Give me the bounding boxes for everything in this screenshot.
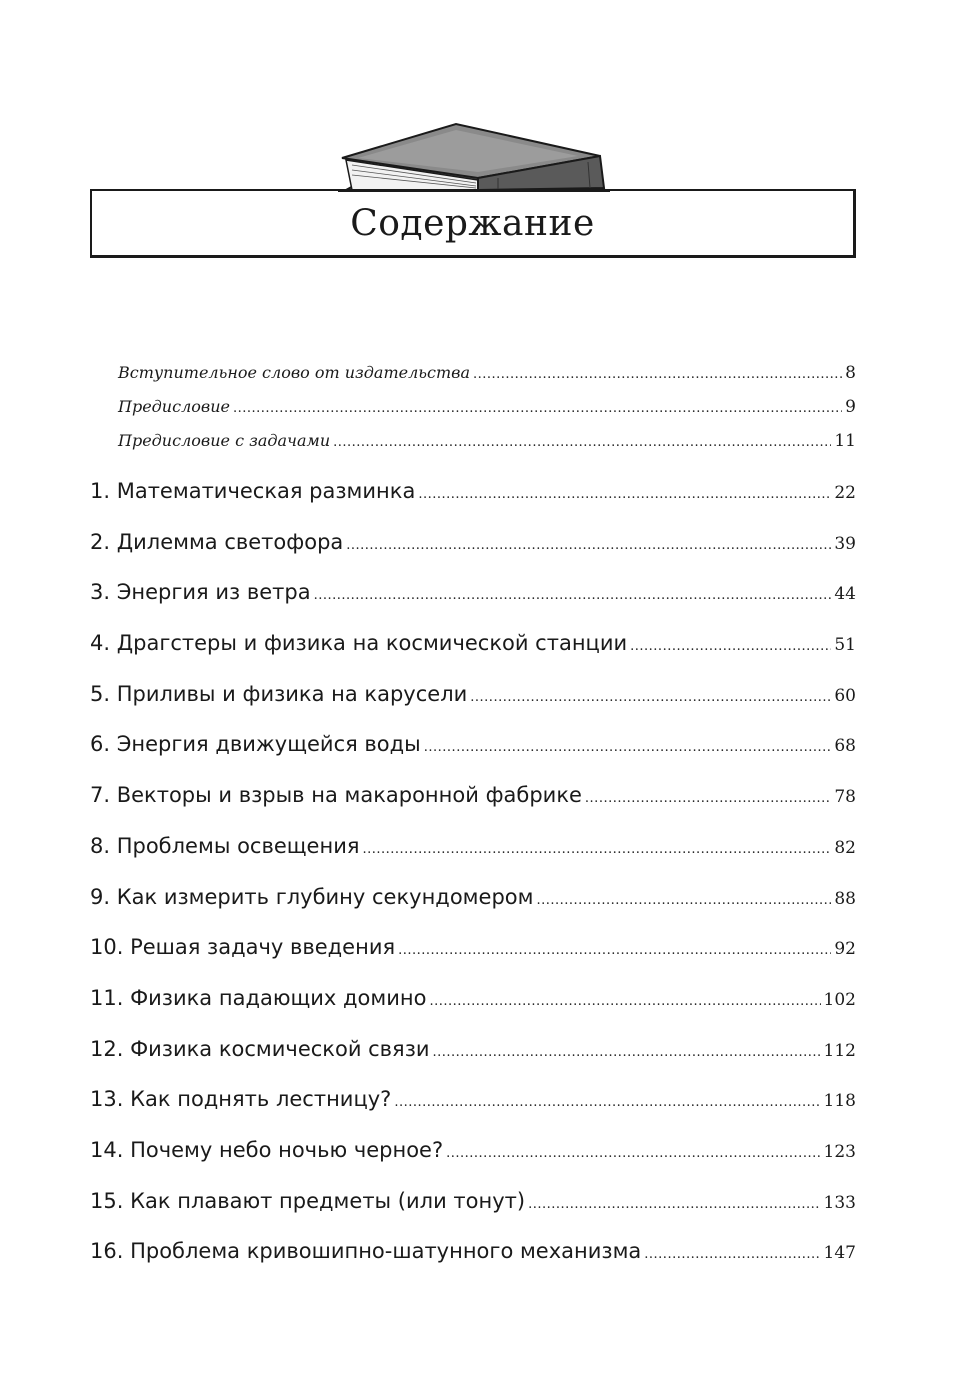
toc-chapter-page: 82: [834, 837, 856, 858]
dot-leader: [314, 567, 832, 622]
toc-chapter[interactable]: [90, 1074, 856, 1125]
toc-chapter[interactable]: [90, 922, 856, 973]
toc-entry[interactable]: [90, 356, 856, 390]
dot-leader: [233, 390, 842, 426]
toc-entry[interactable]: [90, 424, 856, 458]
toc-chapter[interactable]: [90, 1176, 856, 1227]
toc-entry-page: 11: [834, 431, 856, 451]
toc-chapter-label: 14. Почему небо ночью черное?: [90, 1137, 444, 1162]
toc-chapter-label: 10. Решая задачу введения: [90, 935, 396, 960]
dot-leader: [536, 872, 831, 927]
toc-chapter-page: 102: [823, 989, 856, 1010]
toc-chapter-page: 118: [823, 1091, 856, 1112]
toc-chapter[interactable]: [90, 821, 856, 872]
toc-chapter-label: 7. Векторы и взрыв на макаронной фабрике: [90, 783, 582, 808]
dot-leader: [398, 922, 831, 977]
toc-chapter-label: 8. Проблемы освещения: [90, 833, 360, 858]
dot-leader: [418, 466, 831, 521]
toc-chapter[interactable]: [90, 770, 856, 821]
toc-chapter[interactable]: [90, 1125, 856, 1176]
toc-chapter[interactable]: [90, 1226, 856, 1277]
toc-entry-label: Вступительное слово от издательства: [118, 363, 470, 382]
dot-leader: [424, 719, 832, 774]
toc-chapter-label: 13. Как поднять лестницу?: [90, 1087, 392, 1112]
toc-chapter-page: 88: [834, 888, 856, 909]
title-box: [90, 189, 856, 258]
dot-leader: [473, 356, 842, 392]
dot-leader: [433, 1024, 821, 1079]
toc-chapter-page: 78: [834, 787, 856, 808]
toc-chapter-label: 12. Физика космической связи: [90, 1036, 430, 1061]
toc-chapter[interactable]: [90, 872, 856, 923]
toc-chapter-page: 68: [834, 736, 856, 757]
dot-leader: [470, 669, 831, 724]
toc-chapter-page: 51: [834, 635, 856, 656]
toc-chapter-page: 123: [823, 1141, 856, 1162]
toc-chapter-label: 5. Приливы и физика на карусели: [90, 681, 468, 706]
toc-chapter-label: 6. Энергия движущейся воды: [90, 732, 421, 757]
toc-chapter-page: 39: [834, 533, 856, 554]
table-of-contents: [90, 356, 856, 1277]
dot-leader: [528, 1176, 820, 1231]
toc-entry[interactable]: [90, 390, 856, 424]
toc-chapter-page: 60: [834, 685, 856, 706]
toc-chapter-label: 1. Математическая разминка: [90, 479, 416, 503]
toc-entry-label: Предисловие: [118, 397, 230, 416]
dot-leader: [346, 517, 831, 572]
dot-leader: [429, 973, 820, 1028]
toc-chapter-label: 4. Драгстеры и физика на космической станции: [90, 631, 628, 656]
toc-chapter-label: 15. Как плавают предметы (или тонут): [90, 1188, 526, 1213]
dot-leader: [362, 821, 831, 876]
page-title: Содержание: [350, 202, 595, 244]
dot-leader: [644, 1226, 820, 1281]
dot-leader: [630, 618, 831, 673]
dot-leader: [446, 1125, 820, 1180]
toc-chapter[interactable]: [90, 466, 856, 517]
toc-entry-page: 9: [845, 397, 856, 417]
toc-chapter-page: 147: [823, 1243, 856, 1264]
toc-chapter-label: 9. Как измерить глубину секундомером: [90, 884, 534, 909]
dot-leader: [394, 1074, 820, 1129]
toc-chapter-label: 3. Энергия из ветра: [90, 580, 311, 605]
toc-chapter[interactable]: [90, 719, 856, 770]
toc-entry-page: 8: [845, 363, 856, 383]
toc-chapter-page: 112: [823, 1040, 856, 1061]
toc-chapter-page: 133: [823, 1192, 856, 1213]
toc-chapter[interactable]: [90, 1024, 856, 1075]
toc-chapter[interactable]: [90, 567, 856, 618]
dot-leader: [333, 424, 831, 460]
toc-chapter-page: 92: [834, 939, 856, 960]
toc-chapter-label: 2. Дилемма светофора: [90, 529, 344, 554]
toc-entry-label: Предисловие с задачами: [118, 431, 331, 450]
dot-leader: [585, 770, 831, 825]
toc-chapter-page: 22: [834, 483, 856, 503]
toc-chapter-label: 11. Физика падающих домино: [90, 985, 427, 1010]
toc-chapter[interactable]: [90, 973, 856, 1024]
toc-chapter-label: 16. Проблема кривошипно-шатунного механизма: [90, 1239, 642, 1264]
toc-chapter[interactable]: [90, 517, 856, 568]
toc-chapter[interactable]: [90, 618, 856, 669]
toc-chapter-page: 44: [834, 584, 856, 605]
book-icon: [338, 118, 610, 192]
toc-chapter[interactable]: [90, 669, 856, 720]
